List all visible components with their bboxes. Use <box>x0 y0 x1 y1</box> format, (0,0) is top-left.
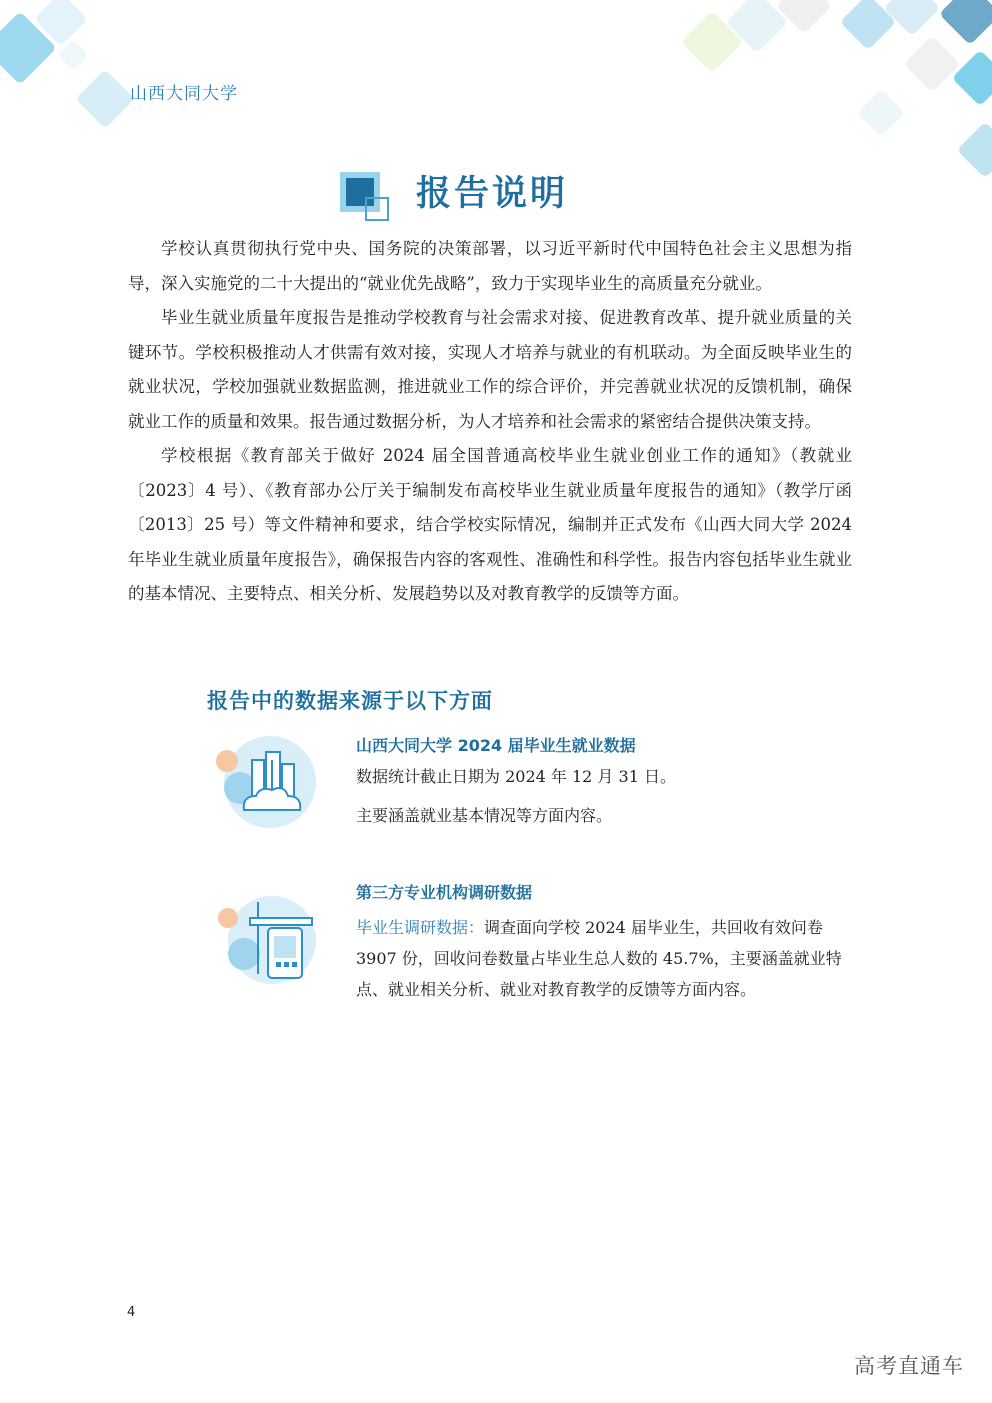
survey-device-icon <box>216 892 318 988</box>
watermark-text: 高考直通车 <box>854 1354 964 1378</box>
sources-heading: 报告中的数据来源于以下方面 <box>207 689 493 713</box>
city-cloud-icon <box>212 734 316 832</box>
source-item <box>356 877 852 1005</box>
source-line: 主要涵盖就业基本情况等方面内容。 <box>356 806 613 825</box>
source-description <box>356 912 852 1005</box>
intro-paragraph: 学校根据《教育部关于做好 2024 届全国普通高校毕业生就业创业工作的通知》（教就业〔2023〕4 号）、《教育部办公厅关于编制发布高校毕业生就业质量年度报告的通知》（教学厅函〔2013〕25 号）等文件精神和要求，结合学校实际情况，编制并正式发布《山西大同大学 2024 年毕业生就业质量年度报告》，确保报告内容的客观性、准确性和科学性。报告内容包括毕业生就业的基本情况、主要特点、相关分析、发展趋势以及对教育教学的反馈等方面。 <box>128 446 852 603</box>
page-title: 报告说明 <box>416 174 569 214</box>
source-highlight-label: 毕业生调研数据： <box>356 918 485 937</box>
intro-paragraph: 学校认真贯彻执行党中央、国务院的决策部署，以习近平新时代中国特色社会主义思想为指导，深入实施党的二十大提出的“就业优先战略”，致力于实现毕业生的高质量充分就业。 <box>128 239 852 293</box>
header-school-name: 山西大同大学 <box>130 84 238 104</box>
square-emblem-icon <box>336 168 392 224</box>
intro-paragraph: 毕业生就业质量年度报告是推动学校教育与社会需求对接、促进教育改革、提升就业质量的关键环节。学校积极推动人才供需有效对接，实现人才培养与就业的有机联动。为全面反映毕业生的就业状况，学校加强就业数据监测，推进就业工作的综合评价，并完善就业状况的反馈机制，确保就业工作的质量和效果。报告通过数据分析，为人才培养和社会需求的紧密结合提供决策支持。 <box>128 308 852 431</box>
source-description-text: 调查面向学校 2024 届毕业生，共回收有效问卷 3907 份，回收问卷数量占毕业生总人数的 45.7%，主要涵盖就业特点、就业相关分析、就业对教育教学的反馈等方面内容。 <box>356 918 842 999</box>
page-title-block <box>336 160 656 228</box>
source-item <box>356 730 852 831</box>
source-title: 山西大同大学 2024 届毕业生就业数据 <box>356 736 636 755</box>
source-line: 数据统计截止日期为 2024 年 12 月 31 日。 <box>356 767 676 786</box>
source-title: 第三方专业机构调研数据 <box>356 883 533 902</box>
page-number: 4 <box>127 1305 136 1320</box>
intro-text <box>128 232 852 612</box>
